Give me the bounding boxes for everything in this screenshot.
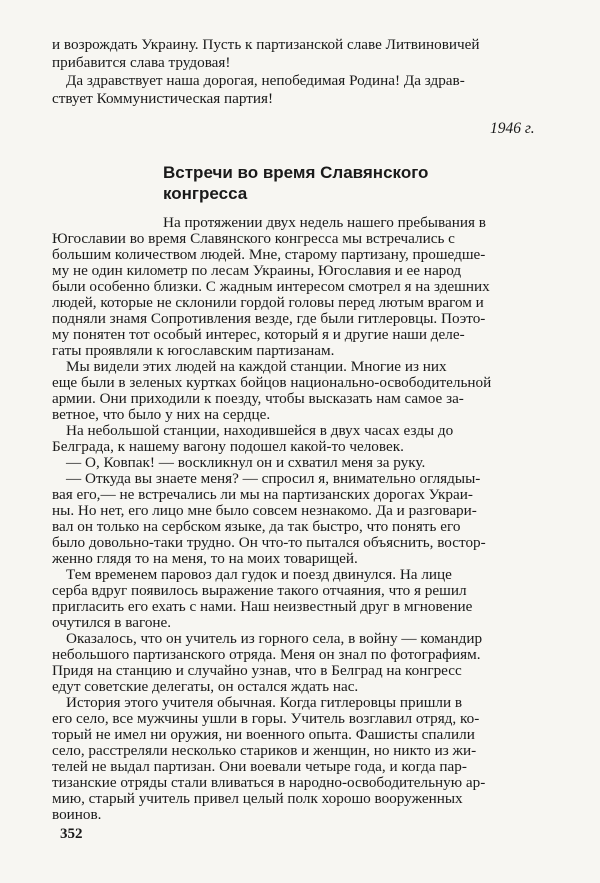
text-line-content: — О, Ковпак! — воскликнул он и схватил меня за руку. [66, 454, 426, 471]
text-line-content: ны. Но нет, его лицо мне было совсем незнакомо. Да и разговари- [52, 502, 477, 519]
text-line-content: Да здравствует наша дорогая, непобедимая Родина! Да здрав- [66, 72, 465, 89]
text-line-content: Оказалось, что он учитель из горного села, в войну — командир [66, 630, 483, 647]
text-line [52, 54, 548, 72]
section-heading [163, 162, 483, 204]
text-line [66, 72, 548, 90]
text-line-content: Придя на станцию и случайно узнав, что в Белград на конгресс [52, 662, 462, 679]
text-line-content: вая его,— не встречались ли мы на партизанских дорогах Украи- [52, 486, 473, 503]
text-line-content: ветное, что было у них на сердце. [52, 406, 271, 423]
heading-line: Встречи во время Славянского [163, 163, 429, 182]
text-line-content: торый не имел ни оружия, ни военного опыта. Фашисты спалили [52, 726, 475, 743]
text-line-content: людей, которые не склонили гордой головы перед лютым врагом и [52, 294, 484, 311]
text-line [52, 806, 548, 824]
text-line-content: и возрождать Украину. Пусть к партизанской славе Литвиновичей [52, 36, 480, 53]
text-line-content: Тем временем паровоз дал гудок и поезд двинулся. На лице [66, 566, 452, 583]
text-line-content: ствует Коммунистическая партия! [52, 90, 274, 107]
text-line-content: еще были в зеленых куртках бойцов национально-освободительной [52, 374, 492, 391]
text-line-content: На протяжении двух недель нашего пребывания в [163, 214, 486, 231]
text-line-content: му не один километр по лесам Украины, Югославия и ее народ [52, 262, 462, 279]
text-line-content: вал он только на сербском языке, да так быстро, что понять его [52, 518, 461, 535]
text-line [52, 90, 548, 108]
text-line-content: гаты проявляли к югославским партизанам. [52, 342, 335, 359]
text-line-content: телей не выдал партизан. Они воевали четыре года, и когда пар- [52, 758, 467, 775]
text-line-content: История этого учителя обычная. Когда гитлеровцы пришли в [66, 694, 463, 711]
text-line-content: му понятен тот особый интерес, который я и другие наши деле- [52, 326, 465, 343]
text-line-content: Мы видели этих людей на каждой станции. Многие из них [66, 358, 447, 375]
text-line-content: были особенно близки. С жадным интересом смотрел я на здешних [52, 278, 490, 295]
text-line-content: Белграда, к нашему вагону подошел какой-то человек. [52, 438, 404, 455]
text-line-content: женно глядя то на меня, то на моих товарищей. [52, 550, 358, 567]
text-line-content: Югославии во время Славянского конгресса мы встречались с [52, 230, 455, 247]
heading-line: конгресса [163, 184, 248, 203]
text-line-content: село, расстреляли несколько стариков и женщин, но никто из жи- [52, 742, 477, 759]
text-line-content: воинов. [52, 806, 102, 823]
text-line-content: прибавится слава трудовая! [52, 54, 231, 71]
text-line-content: мию, старый учитель привел целый полк хорошо вооруженных [52, 790, 463, 807]
date-line: 1946 г. [490, 120, 535, 137]
text-line-content: армии. Они приходили к поезду, чтобы высказать нам самое за- [52, 390, 464, 407]
text-line-content: было довольно-таки трудно. Он что-то пытался объяснить, востор- [52, 534, 486, 551]
text-line-content: большим количеством людей. Мне, старому партизану, прошедше- [52, 246, 486, 263]
text-line-content: его село, все мужчины ушли в горы. Учитель возглавил отряд, ко- [52, 710, 480, 727]
text-line [52, 36, 548, 54]
text-line-content: подняли знамя Сопротивления везде, где были гитлеровцы. Поэто- [52, 310, 486, 327]
text-line-content: тизанские отряды стали вливаться в народно-освободительную ар- [52, 774, 486, 791]
page-number: 352 [60, 826, 83, 842]
text-line-content: едут советские делегаты, он остался ждать нас. [52, 678, 359, 695]
text-line-content: серба вдруг появилось выражение такого отчаяния, что я решил [52, 582, 467, 599]
text-line-content: На небольшой станции, находившейся в двух часах езды до [66, 422, 454, 439]
text-line-content: небольшого партизанского отряда. Меня он знал по фотографиям. [52, 646, 481, 663]
text-line-content: пригласить его ехать с нами. Наш неизвестный друг в мгновение [52, 598, 473, 615]
text-line-content: — Откуда вы знаете меня? — спросил я, внимательно оглядыы- [66, 470, 481, 487]
text-line-content: очутился в вагоне. [52, 614, 172, 631]
